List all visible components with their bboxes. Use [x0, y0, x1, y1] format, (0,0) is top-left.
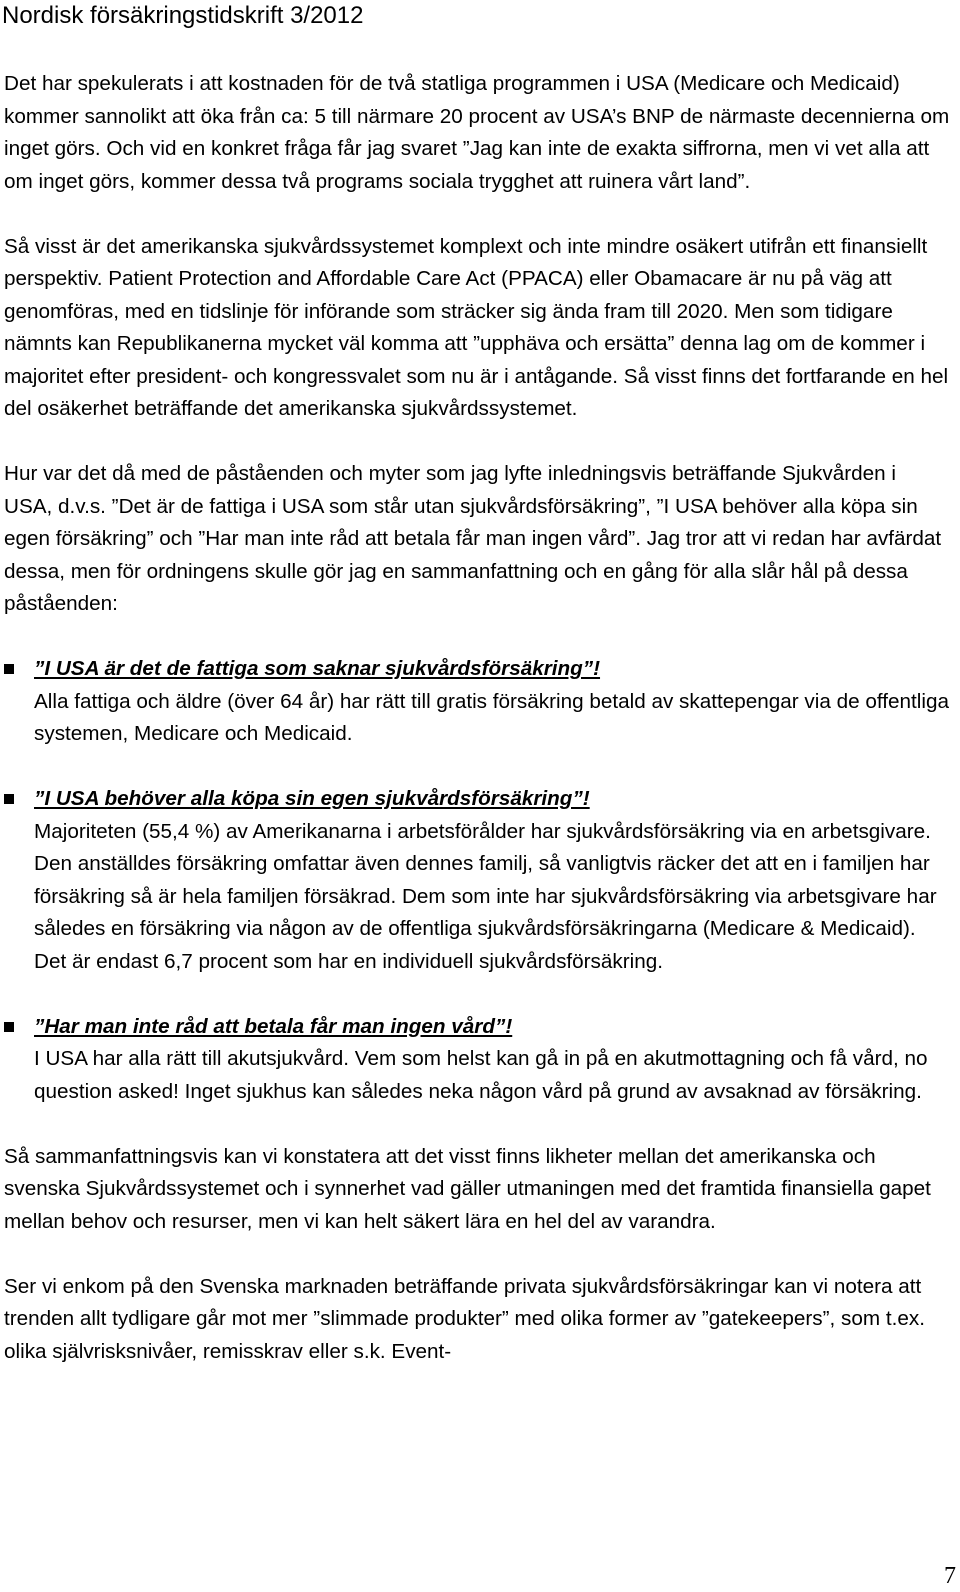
paragraph-swedish-market: Ser vi enkom på den Svenska marknaden beträffande privata sjukvårdsförsäkringar kan vi notera att trenden allt tydligare går mot mer ”slimmade produkter” med olika former av ”gatekeepers”, som t.ex. olika självrisksnivåer, remisskrav eller s.k. Event-: [4, 1274, 925, 1363]
paragraph-summary: Så sammanfattningsvis kan vi konstatera att det visst finns likheter mellan det amerikanska och svenska Sjukvårdssystemet och i synnerhet vad gäller utmaningen med det framtida finansiella gapet mellan behov och resurser, men vi kan helt säkert lära en hel del av varandra.: [4, 1144, 931, 1233]
bullet-item-no-care-without-payment: [4, 1011, 950, 1109]
page-number: 7: [944, 1563, 956, 1589]
square-bullet-icon: [4, 1022, 14, 1032]
bullet-text: I USA har alla rätt till akutsjukvård. Vem som helst kan gå in på en akutmottagning och få vård, no question asked! Inget sjukhus kan således neka någon vård på grund av avsaknad av försäkring.: [34, 1047, 928, 1103]
bullet-item-poor-uninsured: [4, 653, 950, 751]
bullet-heading: ”I USA behöver alla köpa sin egen sjukvårdsförsäkring”!: [34, 787, 590, 810]
square-bullet-icon: [4, 664, 14, 674]
paragraph-myths-intro: Hur var det då med de påståenden och myter som jag lyfte inledningsvis beträffande Sjukvården i USA, d.v.s. ”Det är de fattiga i USA som står utan sjukvårdsförsäkring”, ”I USA behöver alla köpa sin egen försäkring” och ”Har man inte råd att betala får man ingen vård”. Jag tror att vi redan har avfärdat dessa, men för ordningens skulle gör jag en sammanfattning och en gång för alla slår hål på dessa påståenden:: [4, 462, 942, 615]
bullet-text: Majoriteten (55,4 %) av Amerikanarna i arbetsförålder har sjukvårdsförsäkring via en arbetsgivare. Den anställdes försäkring omfattar även dennes familj, så vanligtvis räcker det att en i familjen har försäkring så är hela familjen försäkrad. Dem som inte har sjukvårdsförsäkring via arbetsgivare har således en försäkring via någon av de offentliga sjukvårdsförsäkringarna (Medicare & Medicaid). Det är endast 6,7 procent som har en individuell sjukvårdsförsäkring.: [34, 819, 937, 973]
journal-title: Nordisk försäkringstidskrift 3/2012: [2, 2, 364, 29]
bullet-text: Alla fattiga och äldre (över 64 år) har rätt till gratis försäkring betald av skattepengar via de offentliga systemen, Medicare och Medicaid.: [34, 689, 949, 745]
bullet-heading: ”Har man inte råd att betala får man ingen vård”!: [34, 1014, 513, 1038]
square-bullet-icon: [4, 794, 14, 804]
paragraph-system-uncertainty: Så visst är det amerikanska sjukvårdssystemet komplext och inte mindre osäkert utifrån ett finansiellt perspektiv. Patient Protection and Affordable Care Act (PPACA) eller Obamacare är nu på väg att genomföras, med en tidslinje för införande som sträcker sig ända fram till 2020. Men som tidigare nämnts kan Republikanerna mycket väl komma att ”upphäva och ersätta” denna lag om de kommer i majoritet efter president- och kongressvalet som nu är i antågande. Så visst finns det fortfarande en hel del osäkerhet beträffande det amerikanska sjukvårdssystemet.: [4, 234, 949, 420]
bullet-heading: ”I USA är det de fattiga som saknar sjukvårdsförsäkring”!: [34, 657, 601, 680]
article-body: [4, 68, 950, 1401]
bullet-item-buy-own-insurance: [4, 783, 950, 978]
paragraph-cost-speculation: Det har spekulerats i att kostnaden för de två statliga programmen i USA (Medicare och Medicaid) kommer sannolikt att öka från ca: 5 till närmare 20 procent av USA’s BNP de närmaste decennierna om inget görs. Och vid en konkret fråga får jag svaret ”Jag kan inte de exakta siffrorna, men vi vet alla att om inget görs, kommer dessa två programs sociala trygghet att ruinera vårt land”.: [4, 72, 950, 193]
